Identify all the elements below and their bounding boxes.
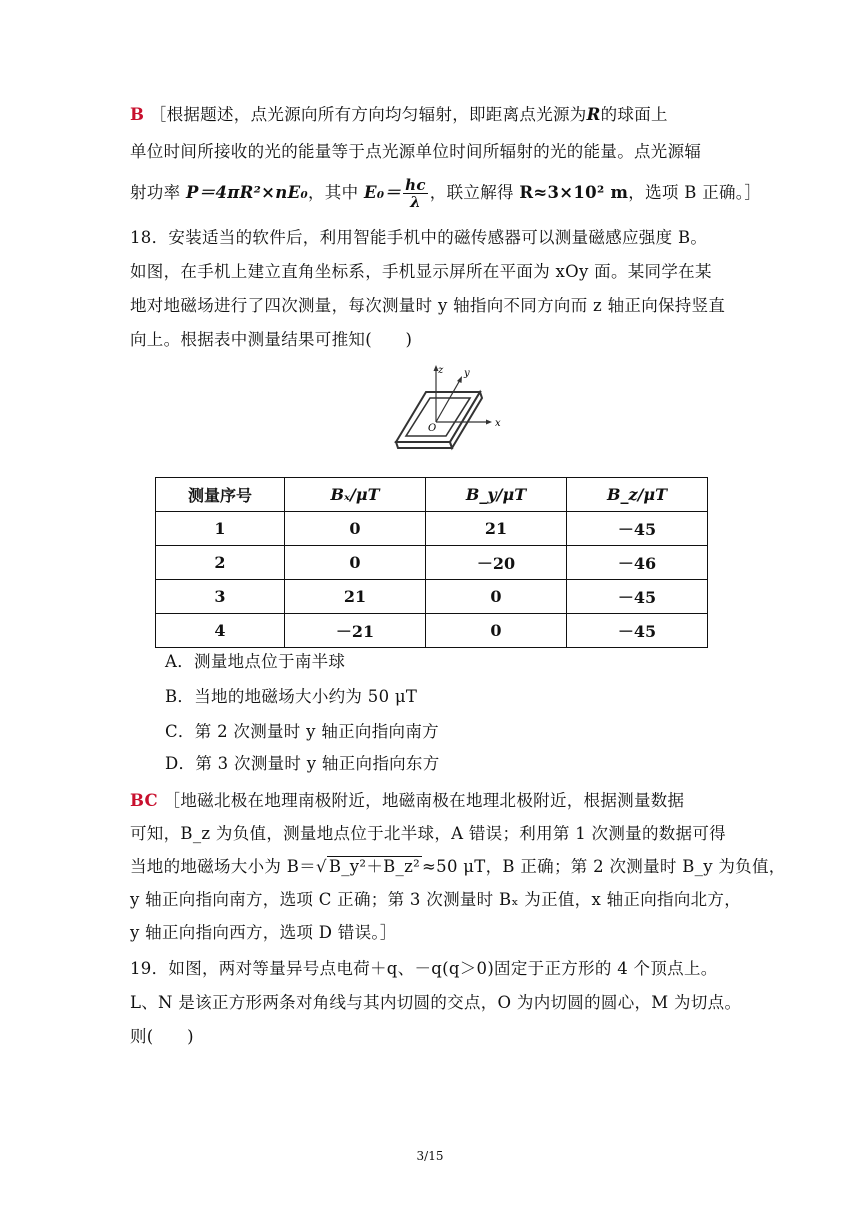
q18-stem-line-1: 18．安装适当的软件后，利用智能手机中的磁传感器可以测量磁感应强度 B。 xyxy=(130,228,708,247)
q17-answer-text-3b: ，其中 xyxy=(307,183,359,202)
q18-answer-line-3: 当地的地磁场大小为 B＝√ B_y²＋B_z² ≈50 μT，B 正确；第 2 次测量时 B_y 为负值， xyxy=(130,857,786,876)
q17-answer-text-1: ［根据题述，点光源向所有方向均匀辐射，即距离点光源为 xyxy=(149,105,587,124)
table-header-by: B_y/μT xyxy=(426,478,567,512)
q17-answer-text-3d: ，选项 B 正确。］ xyxy=(628,183,762,202)
table-cell: －20 xyxy=(426,546,567,580)
q17-fraction-numerator: hc xyxy=(405,176,426,194)
q18-stem-line-3: 地对地磁场进行了四次测量，每次测量时 y 轴指向不同方向而 z 轴正向保持竖直 xyxy=(130,296,726,315)
table-cell: 1 xyxy=(156,512,285,546)
table-cell: 4 xyxy=(156,614,285,648)
q19-stem-line-2: L、N 是该正方形两条对角线与其内切圆的交点，O 为内切圆的圆心，M 为切点。 xyxy=(130,993,742,1012)
phone-body-side xyxy=(396,442,452,448)
origin-label: O xyxy=(428,423,437,434)
table-header-row xyxy=(156,478,708,512)
x-axis-arrow xyxy=(486,420,492,425)
q17-formula-e0: E₀＝ xyxy=(363,183,402,202)
q18-answer-text-3a: 当地的地磁场大小为 B＝ xyxy=(130,857,316,876)
table-cell: 21 xyxy=(426,512,567,546)
q18-answer-text-3b: ≈50 μT，B 正确；第 2 次测量时 B_y 为负值， xyxy=(422,857,786,876)
q18-sqrt-expression: B_y²＋B_z² xyxy=(328,857,421,876)
option-a: A．测量地点位于南半球 xyxy=(165,652,346,671)
q18-stem-line-4: 向上。根据表中测量结果可推知( ) xyxy=(130,330,413,349)
z-axis-label: z xyxy=(438,365,444,376)
q17-answer-letter: B xyxy=(130,105,145,124)
q17-answer-text-1b: 的球面上 xyxy=(600,105,668,124)
table-cell: 3 xyxy=(156,580,285,614)
q18-stem-line-2: 如图，在手机上建立直角坐标系，手机显示屏所在平面为 xOy 面。某同学在某 xyxy=(130,262,712,281)
q18-answer-line-5: y 轴正向指向西方，选项 D 错误。］ xyxy=(130,923,397,942)
table-cell: 0 xyxy=(285,512,426,546)
table-row xyxy=(156,546,708,580)
table-cell: 0 xyxy=(426,580,567,614)
option-c: C．第 2 次测量时 y 轴正向指向南方 xyxy=(165,722,439,741)
table-row xyxy=(156,614,708,648)
table-row xyxy=(156,580,708,614)
table-cell: －46 xyxy=(567,546,708,580)
phone-coordinate-figure xyxy=(388,362,504,464)
y-axis-arrow xyxy=(457,376,462,383)
table-cell: －45 xyxy=(567,580,708,614)
q18-answer-text-1: ［地磁北极在地理南极附近，地磁南极在地理北极附近，根据测量数据 xyxy=(163,791,685,810)
q18-answer-line-1 xyxy=(130,789,730,813)
q17-answer-text-3a: 射功率 xyxy=(130,183,181,202)
table-cell: 21 xyxy=(285,580,426,614)
q17-answer-r: R xyxy=(586,105,601,124)
q17-answer-line-1 xyxy=(130,103,730,127)
q18-answer-line-4: y 轴正向指向南方，选项 C 正确；第 3 次测量时 Bₓ 为正值，x 轴正向指向北方， xyxy=(130,890,742,909)
q18-answer-line-2: 可知，B_z 为负值，测量地点位于北半球，A 错误；利用第 1 次测量的数据可得 xyxy=(130,824,726,843)
page-number: 3/15 xyxy=(416,1149,444,1163)
q17-answer-line-3 xyxy=(130,174,762,212)
table-header-bx: Bₓ/μT xyxy=(285,478,426,512)
q17-fraction-denominator: λ xyxy=(410,193,421,211)
table-cell: 2 xyxy=(156,546,285,580)
q17-answer-line-2: 单位时间所接收的光的能量等于点光源单位时间所辐射的光的能量。点光源辐 xyxy=(130,142,702,161)
table-header-bz: B_z/μT xyxy=(567,478,708,512)
table-cell: －21 xyxy=(285,614,426,648)
q19-stem-line-3: 则( ) xyxy=(130,1027,194,1046)
q19-stem-line-1: 19．如图，两对等量异号点电荷＋q、－q(q＞0)固定于正方形的 4 个顶点上。 xyxy=(130,959,718,978)
table-cell: 0 xyxy=(285,546,426,580)
table-cell: －45 xyxy=(567,614,708,648)
q17-formula-power: P＝4πR²×nE₀ xyxy=(185,183,308,202)
option-d: D．第 3 次测量时 y 轴正向指向东方 xyxy=(165,754,440,773)
option-b: B．当地的地磁场大小约为 50 μT xyxy=(165,687,418,706)
table-cell: 0 xyxy=(426,614,567,648)
table-row xyxy=(156,512,708,546)
q17-formula-r: R≈3×10² m xyxy=(519,183,629,202)
q18-answer-letter: BC xyxy=(130,791,158,810)
q17-answer-text-3c: ，联立解得 xyxy=(429,183,514,202)
table-header-index: 测量序号 xyxy=(156,478,285,512)
q17-fraction xyxy=(403,177,428,210)
measurement-table xyxy=(155,477,708,648)
x-axis-label: x xyxy=(495,418,501,429)
table-cell: －45 xyxy=(567,512,708,546)
y-axis-label: y xyxy=(464,368,470,379)
